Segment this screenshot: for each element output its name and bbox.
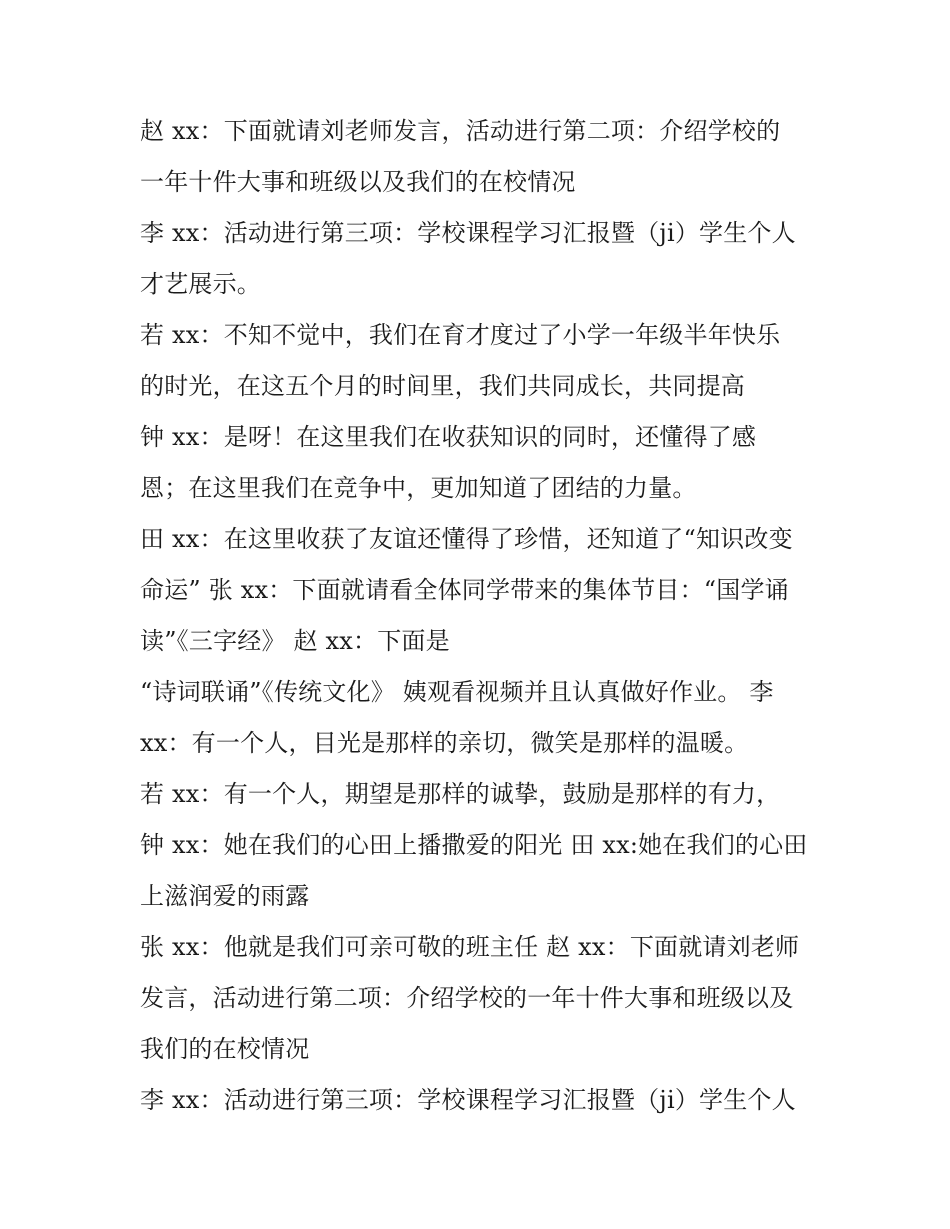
- text-line: 若 xx：不知不觉中，我们在育才度过了小学一年级半年快乐: [140, 321, 781, 349]
- text-line: 发言，活动进行第二项：介绍学校的一年十件大事和班级以及: [140, 984, 794, 1012]
- text-line: 田 xx：在这里收获了友谊还懂得了珍惜，还知道了“知识改变: [140, 525, 793, 553]
- text-line: 钟 xx：她在我们的心田上播撒爱的阳光 田 xx:她在我们的心田: [140, 831, 808, 859]
- text-line: 上滋润爱的雨露: [140, 882, 310, 910]
- text-line: “诗词联诵”《传统文化》 姨观看视频并且认真做好作业。 李: [140, 678, 774, 706]
- text-line: 张 xx：他就是我们可亲可敬的班主任 赵 xx：下面就请刘老师: [140, 933, 800, 961]
- text-line: 我们的在校情况: [140, 1035, 310, 1063]
- text-line: 的时光，在这五个月的时间里，我们共同成长，共同提高: [140, 372, 745, 400]
- text-line: 若 xx：有一个人，期望是那样的诚挚，鼓励是那样的有力，: [140, 780, 781, 808]
- text-line: 命运” 张 xx：下面就请看全体同学带来的集体节目：“国学诵: [140, 576, 789, 604]
- text-line: 钟 xx：是呀！在这里我们在收获知识的同时，还懂得了感: [140, 423, 757, 451]
- text-line: 一年十件大事和班级以及我们的在校情况: [140, 168, 576, 196]
- text-line: 赵 xx：下面就请刘老师发言，活动进行第二项：介绍学校的: [140, 117, 781, 145]
- text-line: 读”《三字经》 赵 xx：下面是: [140, 627, 450, 655]
- document-body: [140, 106, 820, 1126]
- text-line: 李 xx：活动进行第三项：学校课程学习汇报暨（ji）学生个人: [140, 219, 796, 247]
- text-line: 恩；在这里我们在竞争中，更加知道了团结的力量。: [140, 474, 697, 502]
- text-line: xx：有一个人，目光是那样的亲切，微笑是那样的温暖。: [140, 729, 749, 757]
- text-line: 李 xx：活动进行第三项：学校课程学习汇报暨（ji）学生个人: [140, 1086, 796, 1114]
- text-line: 才艺展示。: [140, 270, 261, 298]
